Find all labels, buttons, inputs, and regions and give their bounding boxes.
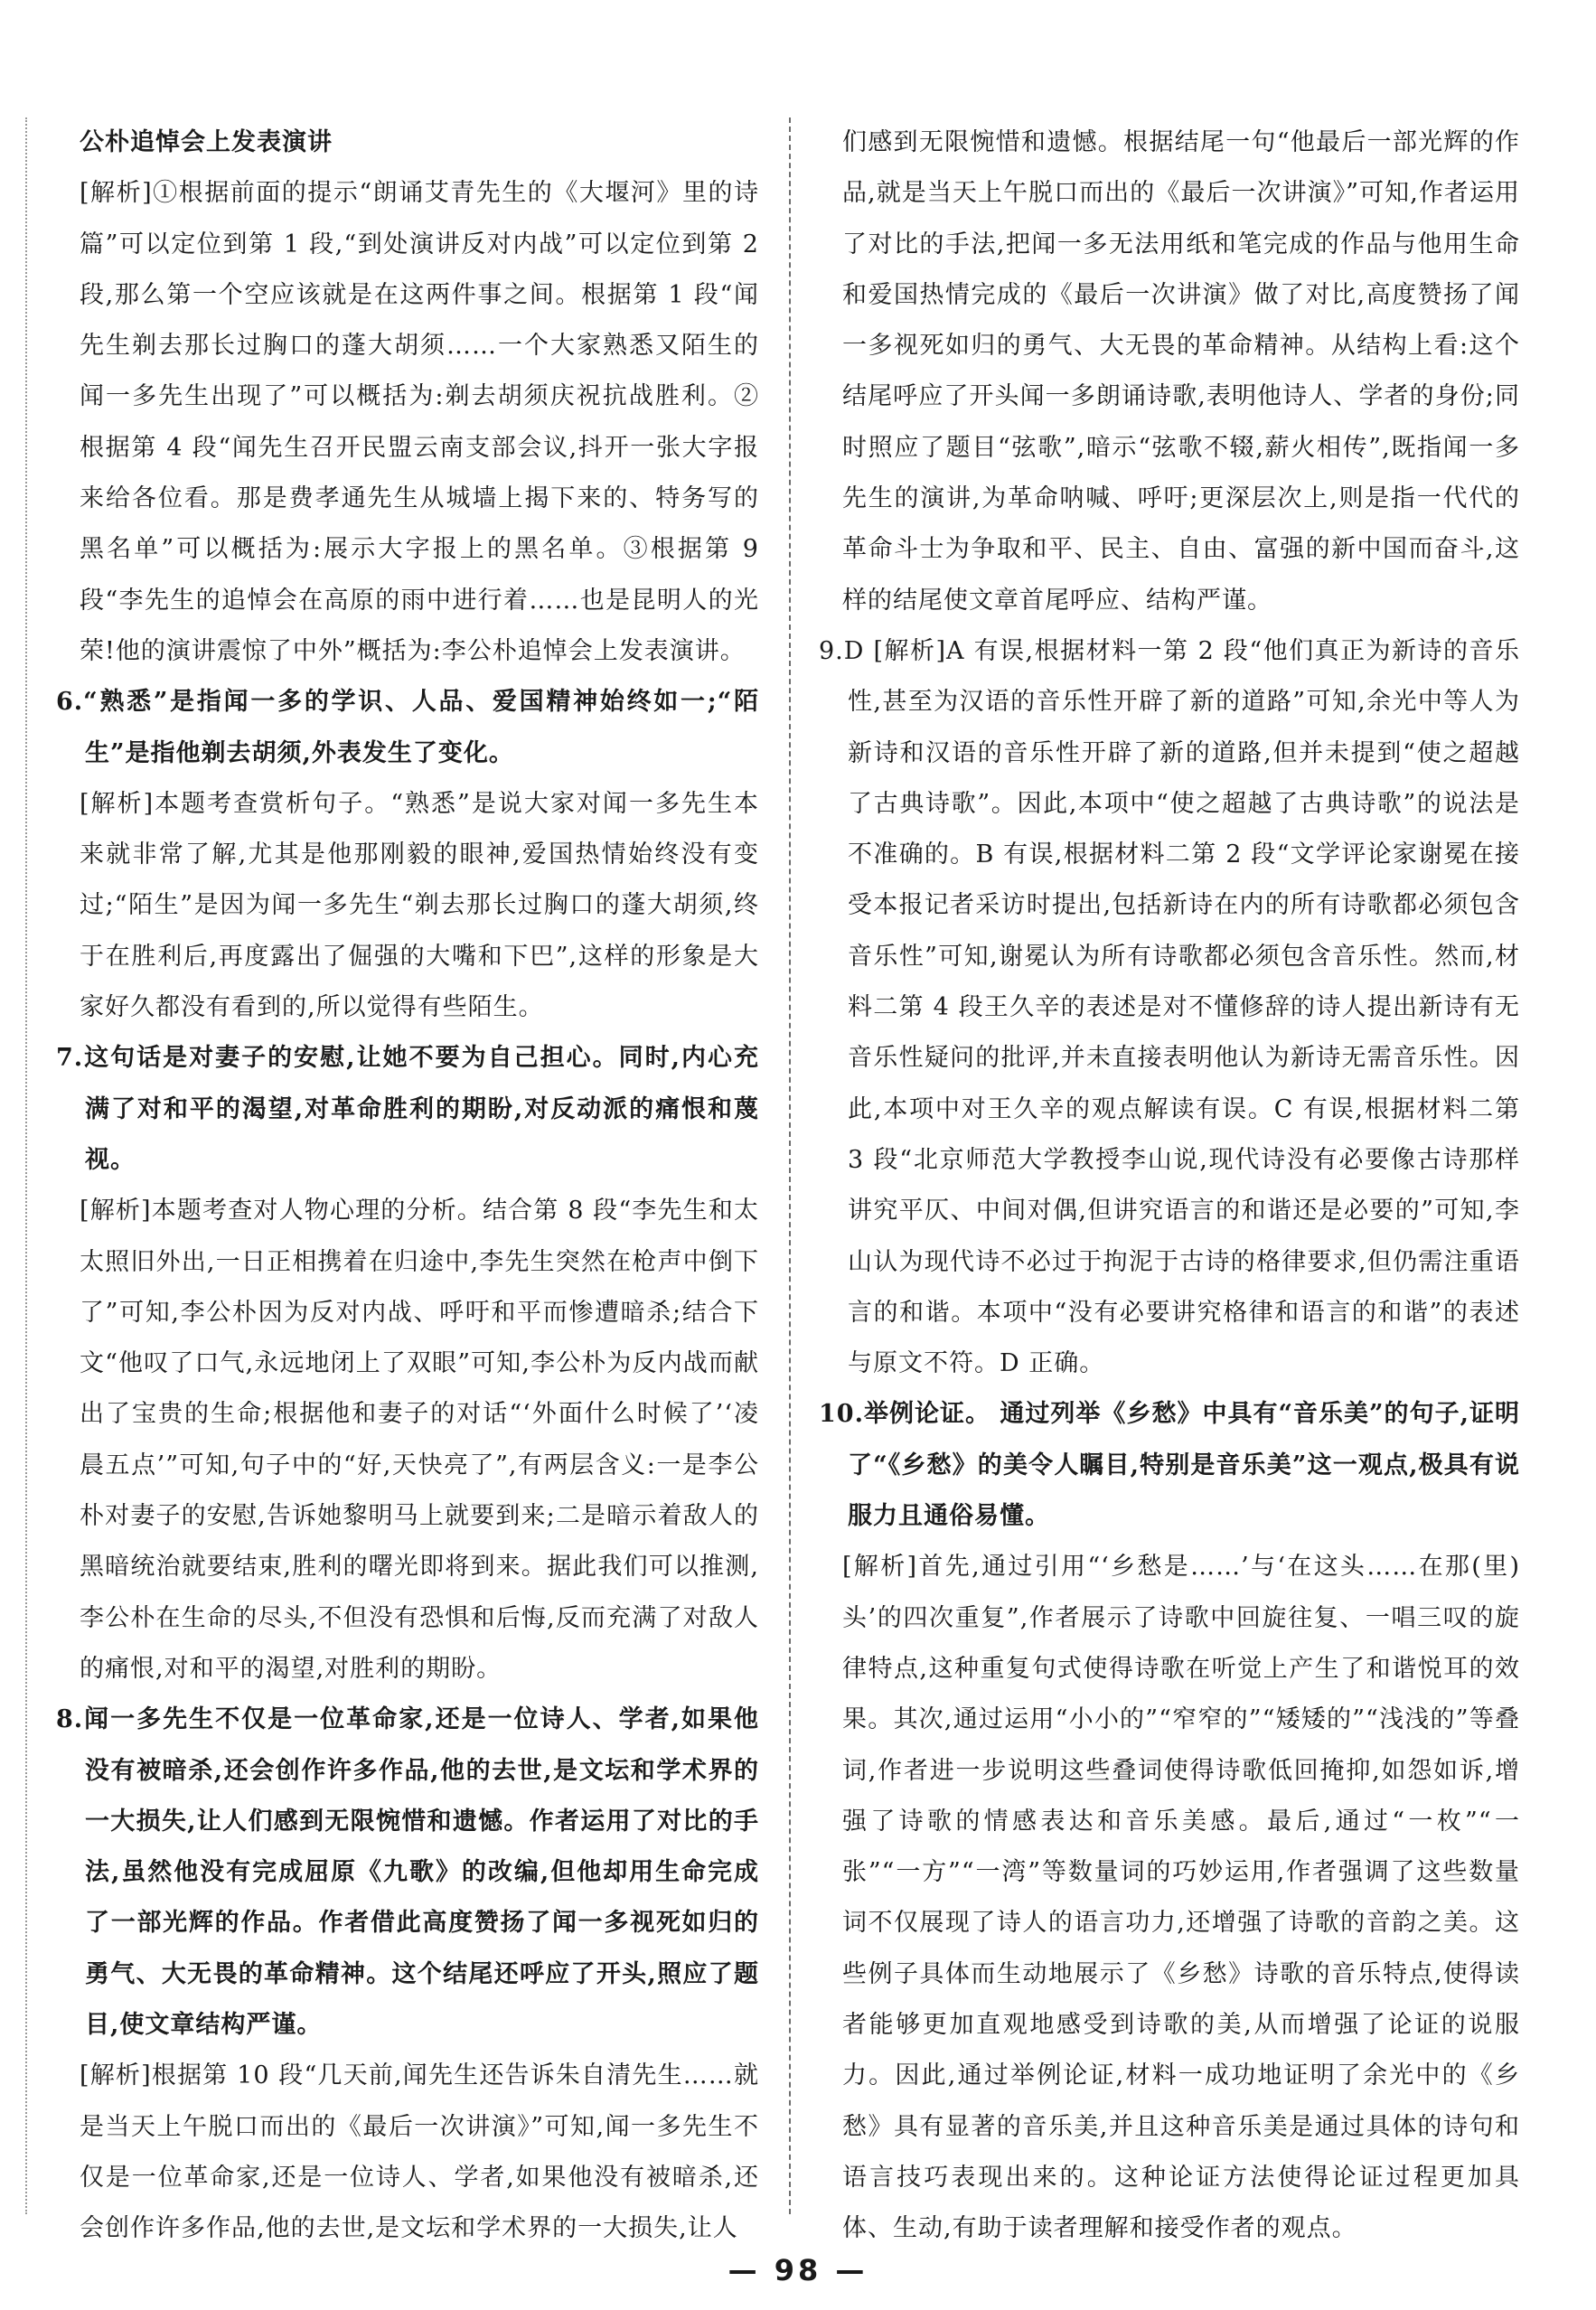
- answer-9: 9.D [解析]A 有误,根据材料一第 2 段“他们真正为新诗的音乐性,甚至为汉语的音乐性开辟了新的道路”可知,余光中等人为新诗和汉语的音乐性开辟了新的道路,但并未提到“使之超越了古典诗歌”。因此,本项中“使之超越了古典诗歌”的说法是不准确的。B 有误,根据材料二第 2 段“文学评论家谢冕在接受本报记者采访时提出,包括新诗在内的所有诗歌都必须包含音乐性”可知,谢冕认为所有诗歌都必须包含音乐性。然而,材料二第 4 段王久辛的表述是对不懂修辞的诗人提出新诗有无音乐性疑问的批评,并未直接表明他认为新诗无需音乐性。因此,本项中对王久辛的观点解读有误。C 有误,根据材料二第 3 段“北京师范大学教授李山说,现代诗没有必要像古诗那样讲究平仄、中间对偶,但讲究语言的和谐还是必要的”可知,李山认为现代诗不必过于拘泥于古诗的格律要求,但仍需注重语言的和谐。本项中“没有必要讲究格律和语言的和谐”的表述与原文不符。D 正确。: [819, 636, 1520, 1378]
- analysis-paragraph: [解析]本题考查赏析句子。“熟悉”是说大家对闻一多先生本来就非常了解,尤其是他那刚毅的眼神,爱国热情始终没有变过;“陌生”是因为闻一多先生“剃去那长过胸口的蓬大胡须,终于在胜利后,再度露出了倔强的大嘴和下巴”,这样的形象是大家好久都没有看到的,所以觉得有些陌生。: [80, 789, 759, 1022]
- binding-edge-line: [25, 117, 27, 2214]
- analysis-paragraph: [解析]①根据前面的提示“朗诵艾青先生的《大堰河》里的诗篇”可以定位到第 1 段,“到处演讲反对内战”可以定位到第 2 段,那么第一个空应该就是在这两件事之间。根据第 1 段“闻先生剃去那长过胸口的蓬大胡须……一个大家熟悉又陌生的闻一多先生出现了”可以概括为:剃去胡须庆祝抗战胜利。②根据第 4 段“闻先生召开民盟云南支部会议,抖开一张大字报来给各位看。那是费孝通先生从城墙上揭下来的、特务写的黑名单”可以概括为:展示大字报上的黑名单。③根据第 9 段“李先生的追悼会在高原的雨中进行着……也是昆明人的光荣!他的演讲震惊了中外”概括为:李公朴追悼会上发表演讲。: [80, 179, 759, 665]
- answer-7: 7.这句话是对妻子的安慰,让她不要为自己担心。同时,内心充满了对和平的渴望,对革命胜利的期盼,对反动派的痛恨和蔑视。: [56, 1044, 759, 1174]
- answer-8: 8.闻一多先生不仅是一位革命家,还是一位诗人、学者,如果他没有被暗杀,还会创作许多作品,他的去世,是文坛和学术界的一大损失,让人们感到无限惋惜和遗憾。作者运用了对比的手法,虽然他没有完成屈原《九歌》的改编,但他却用生命完成了一部光辉的作品。作者借此高度赞扬了闻一多视死如归的勇气、大无畏的革命精神。这个结尾还呼应了开头,照应了题目,使文章结构严谨。: [56, 1705, 759, 2039]
- analysis-paragraph: [解析]首先,通过引用“‘乡愁是……’与‘在这头……在那(里)头’的四次重复”,作者展示了诗歌中回旋往复、一唱三叹的旋律特点,这种重复句式使得诗歌在听觉上产生了和谐悦耳的效果。其次,通过运用“小小的”“窄窄的”“矮矮的”“浅浅的”等叠词,作者进一步说明这些叠词使得诗歌低回掩抑,如怨如诉,增强了诗歌的情感表达和音乐美感。最后,通过“一枚”“一张”“一方”“一湾”等数量词的巧妙运用,作者强调了这些数量词不仅展现了诗人的语言功力,还增强了诗歌的音韵之美。这些例子具体而生动地展示了《乡愁》诗歌的音乐特点,使得读者能够更加直观地感受到诗歌的美,从而增强了论证的说服力。因此,通过举例论证,材料一成功地证明了余光中的《乡愁》具有显著的音乐美,并且这种音乐美是通过具体的诗句和语言技巧表现出来的。这种论证方法使得论证过程更加具体、生动,有助于读者理解和接受作者的观点。: [842, 1553, 1520, 2243]
- left-column: [56, 117, 759, 2254]
- answer-continuation: 公朴追悼会上发表演讲: [80, 128, 333, 156]
- answer-6: 6.“熟悉”是指闻一多的学识、人品、爱国精神始终如一;“陌生”是指他剃去胡须,外表发生了变化。: [56, 688, 759, 767]
- analysis-paragraph: 们感到无限惋惜和遗憾。根据结尾一句“他最后一部光辉的作品,就是当天上午脱口而出的《最后一次讲演》”可知,作者运用了对比的手法,把闻一多无法用纸和笔完成的作品与他用生命和爱国热情完成的《最后一次讲演》做了对比,高度赞扬了闻一多视死如归的勇气、大无畏的革命精神。从结构上看:这个结尾呼应了开头闻一多朗诵诗歌,表明他诗人、学者的身份;同时照应了题目“弦歌”,暗示“弦歌不辍,薪火相传”,既指闻一多先生的演讲,为革命呐喊、呼吁;更深层次上,则是指一代代的革命斗士为争取和平、民主、自由、富强的新中国而奋斗,这样的结尾使文章首尾呼应、结构严谨。: [842, 128, 1520, 615]
- analysis-paragraph: [解析]本题考查对人物心理的分析。结合第 8 段“李先生和太太照旧外出,一日正相携着在归途中,李先生突然在枪声中倒下了”可知,李公朴因为反对内战、呼吁和平而惨遭暗杀;结合下文“他叹了口气,永远地闭上了双眼”可知,李公朴为反内战而献出了宝贵的生命;根据他和妻子的对话“‘外面什么时候了’‘凌晨五点’”可知,句子中的“好,天快亮了”,有两层含义:一是李公朴对妻子的安慰,告诉她黎明马上就要到来;二是暗示着敌人的黑暗统治就要结束,胜利的曙光即将到来。据此我们可以推测,李公朴在生命的尽头,不但没有恐惧和后悔,反而充满了对敌人的痛恨,对和平的渴望,对胜利的期盼。: [80, 1197, 759, 1683]
- page-number: — 98 —: [728, 2253, 868, 2287]
- column-divider: [789, 117, 791, 2214]
- analysis-paragraph: [解析]根据第 10 段“几天前,闻先生还告诉朱自清先生……就是当天上午脱口而出的《最后一次讲演》”可知,闻一多先生不仅是一位革命家,还是一位诗人、学者,如果他没有被暗杀,还会创作许多作品,他的去世,是文坛和学术界的一大损失,让人: [80, 2061, 759, 2243]
- right-column: [819, 117, 1520, 2254]
- answer-10: 10.举例论证。 通过列举《乡愁》中具有“音乐美”的句子,证明了“《乡愁》的美令人瞩目,特别是音乐美”这一观点,极具有说服力且通俗易懂。: [819, 1400, 1520, 1531]
